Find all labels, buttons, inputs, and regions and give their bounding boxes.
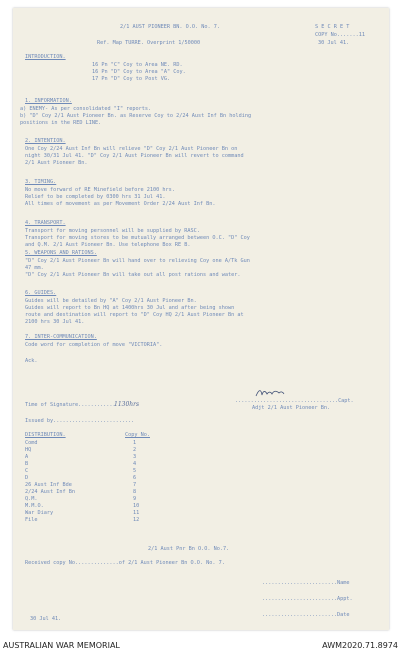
distribution-heading: DISTRIBUTION. <box>25 432 66 438</box>
section-line: 47 mm. <box>25 265 44 271</box>
issued-by: Issued by.......................... <box>25 418 135 424</box>
section-heading: 1. INFORMATION. <box>25 98 72 104</box>
distribution-item: Comd <box>25 440 38 446</box>
accession-number: AWM2020.71.8974 <box>322 641 398 650</box>
receipt-name: ........................Name <box>262 580 350 586</box>
receipt-appt: ........................Appt. <box>262 596 353 602</box>
section-line: 2100 hrs 30 Jul 41. <box>25 319 85 325</box>
signature-scrawl <box>255 388 285 398</box>
section-line: positions in the RED LINE. <box>20 120 102 126</box>
copy-number-value: 8 <box>133 489 137 495</box>
section-heading: 7. INTER-COMMUNICATION. <box>25 334 97 340</box>
section-line: a) ENEMY- As per consolidated "I" reports. <box>20 106 152 112</box>
copy-number-value: 9 <box>133 496 137 502</box>
section-line: One Coy 2/24 Aust Inf Bn will relieve "D" Coy 2/1 Aust Pioneer Bn on <box>25 146 238 152</box>
copy-number-value: 6 <box>133 475 137 481</box>
distribution-item: HQ <box>25 447 32 453</box>
section-line: Guides will report to Bn HQ at 1400hrs 30 Jul and after being shown <box>25 305 235 311</box>
receipt-title: 2/1 Aust Pnr Bn O.O. No.7. <box>148 546 230 552</box>
section-heading: 6. GUIDES. <box>25 290 57 296</box>
section-line: route and destination will report to "D" Coy HQ 2/1 Aust Pioneer Bn at <box>25 312 244 318</box>
distribution-item: File <box>25 517 38 523</box>
section-heading: 2. INTENTION. <box>25 138 66 144</box>
intro-line: 17 Pn "D" Coy to Post VG. <box>92 76 171 82</box>
section-line: Relief to be completed by 0300 hrs 31 Jul 41. <box>25 194 166 200</box>
section-line: Code word for completion of move "VICTORIA". <box>25 342 163 348</box>
copy-number-value: 4 <box>133 461 137 467</box>
section-line: "D" Coy 2/1 Aust Pioneer Bn will hand over to relieving Coy one A/Tk Gun <box>25 258 250 264</box>
order-date: 30 Jul 41. <box>318 40 350 46</box>
time-of-signature: Time of Signature............ <box>25 402 116 408</box>
distribution-item: A <box>25 454 29 460</box>
section-heading: 4. TRANSPORT. <box>25 220 66 226</box>
receipt-line: Received copy No..............of 2/1 Aust Pioneer Bn O.O. No. 7. <box>25 560 225 566</box>
ack-label: Ack. <box>25 358 38 364</box>
copy-number-value: 12 <box>133 517 140 523</box>
distribution-item: War Diary <box>25 510 54 516</box>
section-line: 2/1 Aust Pioneer Bn. <box>25 160 88 166</box>
copy-number: COPY No.......11 <box>315 32 365 38</box>
receipt-date: 30 Jul 41. <box>30 616 62 622</box>
section-line: Guides will be detailed by "A" Coy 2/1 Aust Pioneer Bn. <box>25 298 197 304</box>
intro-line: 16 Pn "D" Coy to Area "A" Coy. <box>92 69 186 75</box>
distribution-item: B <box>25 461 29 467</box>
section-line: No move forward of RE Minefield before 2100 hrs. <box>25 187 175 193</box>
distribution-item: M.M.O. <box>25 503 44 509</box>
section-line: and Q.M. 2/1 Aust Pioneer Bn. Use telephone Box RE B. <box>25 242 191 248</box>
intro-heading: INTRODUCTION. <box>25 54 66 60</box>
receipt-date-line: ........................Date <box>262 612 350 618</box>
copy-number-value: 10 <box>133 503 140 509</box>
map-reference: Ref. Map TURRE. Overprint 1/50000 <box>97 40 201 46</box>
distribution-item: D <box>25 475 29 481</box>
order-title: 2/1 AUST PIONEER BN. O.O. No. 7. <box>120 24 220 30</box>
section-line: All times of movement as per Movement Order 2/24 Aust Inf Bn. <box>25 201 216 207</box>
distribution-item: 26 Aust Inf Bde <box>25 482 72 488</box>
section-line: Transport for moving stores to be mutually arranged between O.C. "D" Coy <box>25 235 250 241</box>
section-line: night 30/31 Jul 41. "D" Coy 2/1 Aust Pioneer Bn will revert to command <box>25 153 244 159</box>
copy-number-value: 7 <box>133 482 137 488</box>
section-heading: 3. TIMING. <box>25 179 57 185</box>
copy-number-heading: Copy No. <box>125 432 150 438</box>
capt-line: .................................Capt. <box>235 398 354 404</box>
section-line: "D" Coy 2/1 Aust Pioneer Bn will take out all post rations and water. <box>25 272 241 278</box>
copy-number-value: 3 <box>133 454 137 460</box>
security-marking: S E C R E T <box>315 24 350 30</box>
institution-name: AUSTRALIAN WAR MEMORIAL <box>3 641 120 650</box>
intro-line: 16 Pn "C" Coy to Area NE. RD. <box>92 62 183 68</box>
copy-number-value: 2 <box>133 447 137 453</box>
adjutant-title: Adjt 2/1 Aust Pioneer Bn. <box>252 405 331 411</box>
distribution-item: 2/24 Aust Inf Bn <box>25 489 75 495</box>
section-line: Transport for moving personnel will be supplied by RASC. <box>25 228 200 234</box>
distribution-item: Q.M. <box>25 496 38 502</box>
time-signature-value: 1130hrs <box>114 401 140 408</box>
section-heading: 5. WEAPONS AND RATIONS. <box>25 250 97 256</box>
section-line: b) "D" Coy 2/1 Aust Pioneer Bn. as Reserve Coy to 2/24 Aust Inf Bn holding <box>20 113 252 119</box>
copy-number-value: 11 <box>133 510 140 516</box>
copy-number-value: 1 <box>133 440 137 446</box>
distribution-item: C <box>25 468 29 474</box>
copy-number-value: 5 <box>133 468 137 474</box>
